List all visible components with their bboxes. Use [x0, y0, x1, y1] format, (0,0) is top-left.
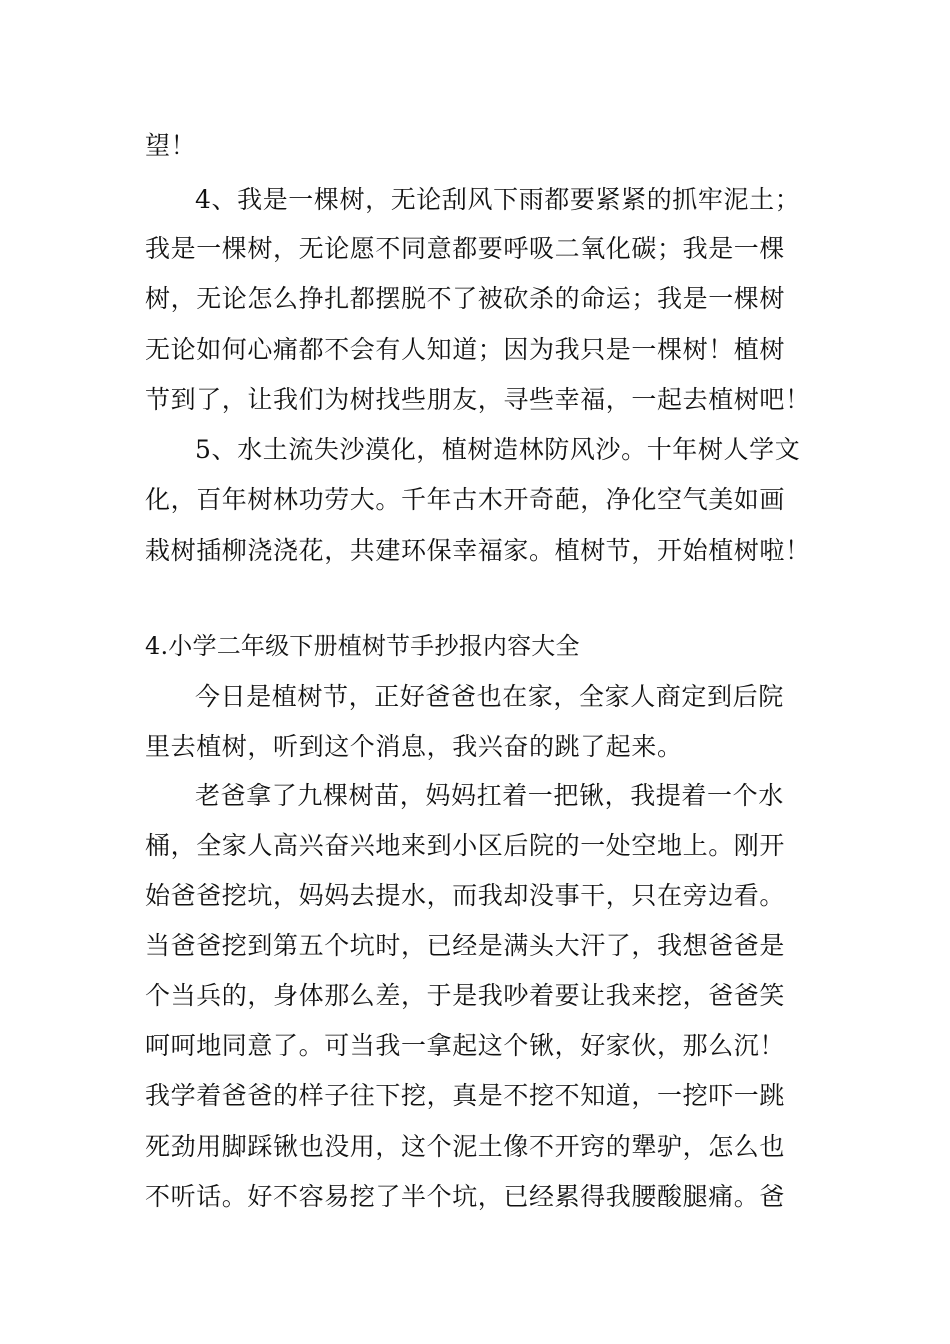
text-line: 望！	[145, 131, 197, 160]
text-line: 树，无论怎么挣扎都摆脱不了被砍杀的命运；我是一棵树	[145, 284, 786, 313]
text-line: 4、我是一棵树，无论刮风下雨都要紧紧的抓牢泥土；	[195, 185, 801, 214]
text-line: 不听话。好不容易挖了半个坑，已经累得我腰酸腿痛。爸	[145, 1182, 786, 1211]
text-line: 5、水土流失沙漠化，植树造林防风沙。十年树人学文	[195, 435, 801, 464]
text-line: 当爸爸挖到第五个坑时，已经是满头大汗了，我想爸爸是	[145, 931, 786, 960]
text-line: 今日是植树节，正好爸爸也在家，全家人商定到后院	[195, 682, 784, 711]
text-line: 始爸爸挖坑，妈妈去提水，而我却没事干，只在旁边看。	[145, 881, 786, 910]
text-line: 栽树插柳浇浇花，共建环保幸福家。植树节，开始植树啦！	[145, 536, 811, 565]
text-line: 我是一棵树，无论愿不同意都要呼吸二氧化碳；我是一棵	[145, 234, 786, 263]
text-line: 我学着爸爸的样子往下挖，真是不挖不知道，一挖吓一跳	[145, 1081, 786, 1110]
text-line: 化，百年树林功劳大。千年古木开奇葩，净化空气美如画	[145, 485, 786, 514]
text-line: 里去植树，听到这个消息，我兴奋的跳了起来。	[145, 732, 683, 761]
text-line: 节到了，让我们为树找些朋友，寻些幸福，一起去植树吧！	[145, 385, 811, 414]
text-line: 个当兵的，身体那么差，于是我吵着要让我来挖，爸爸笑	[145, 981, 786, 1010]
text-line: 无论如何心痛都不会有人知道；因为我只是一棵树！植树	[145, 335, 786, 364]
text-line: 呵呵地同意了。可当我一拿起这个锹，好家伙，那么沉！	[145, 1031, 786, 1060]
text-line: 死劲用脚踩锹也没用，这个泥土像不开窍的犟驴，怎么也	[145, 1132, 786, 1161]
section-heading: 4.小学二年级下册植树节手抄报内容大全	[145, 632, 580, 660]
text-line: 桶，全家人高兴奋兴地来到小区后院的一处空地上。刚开	[145, 831, 786, 860]
text-line: 老爸拿了九棵树苗，妈妈扛着一把锹，我提着一个水	[195, 781, 784, 810]
